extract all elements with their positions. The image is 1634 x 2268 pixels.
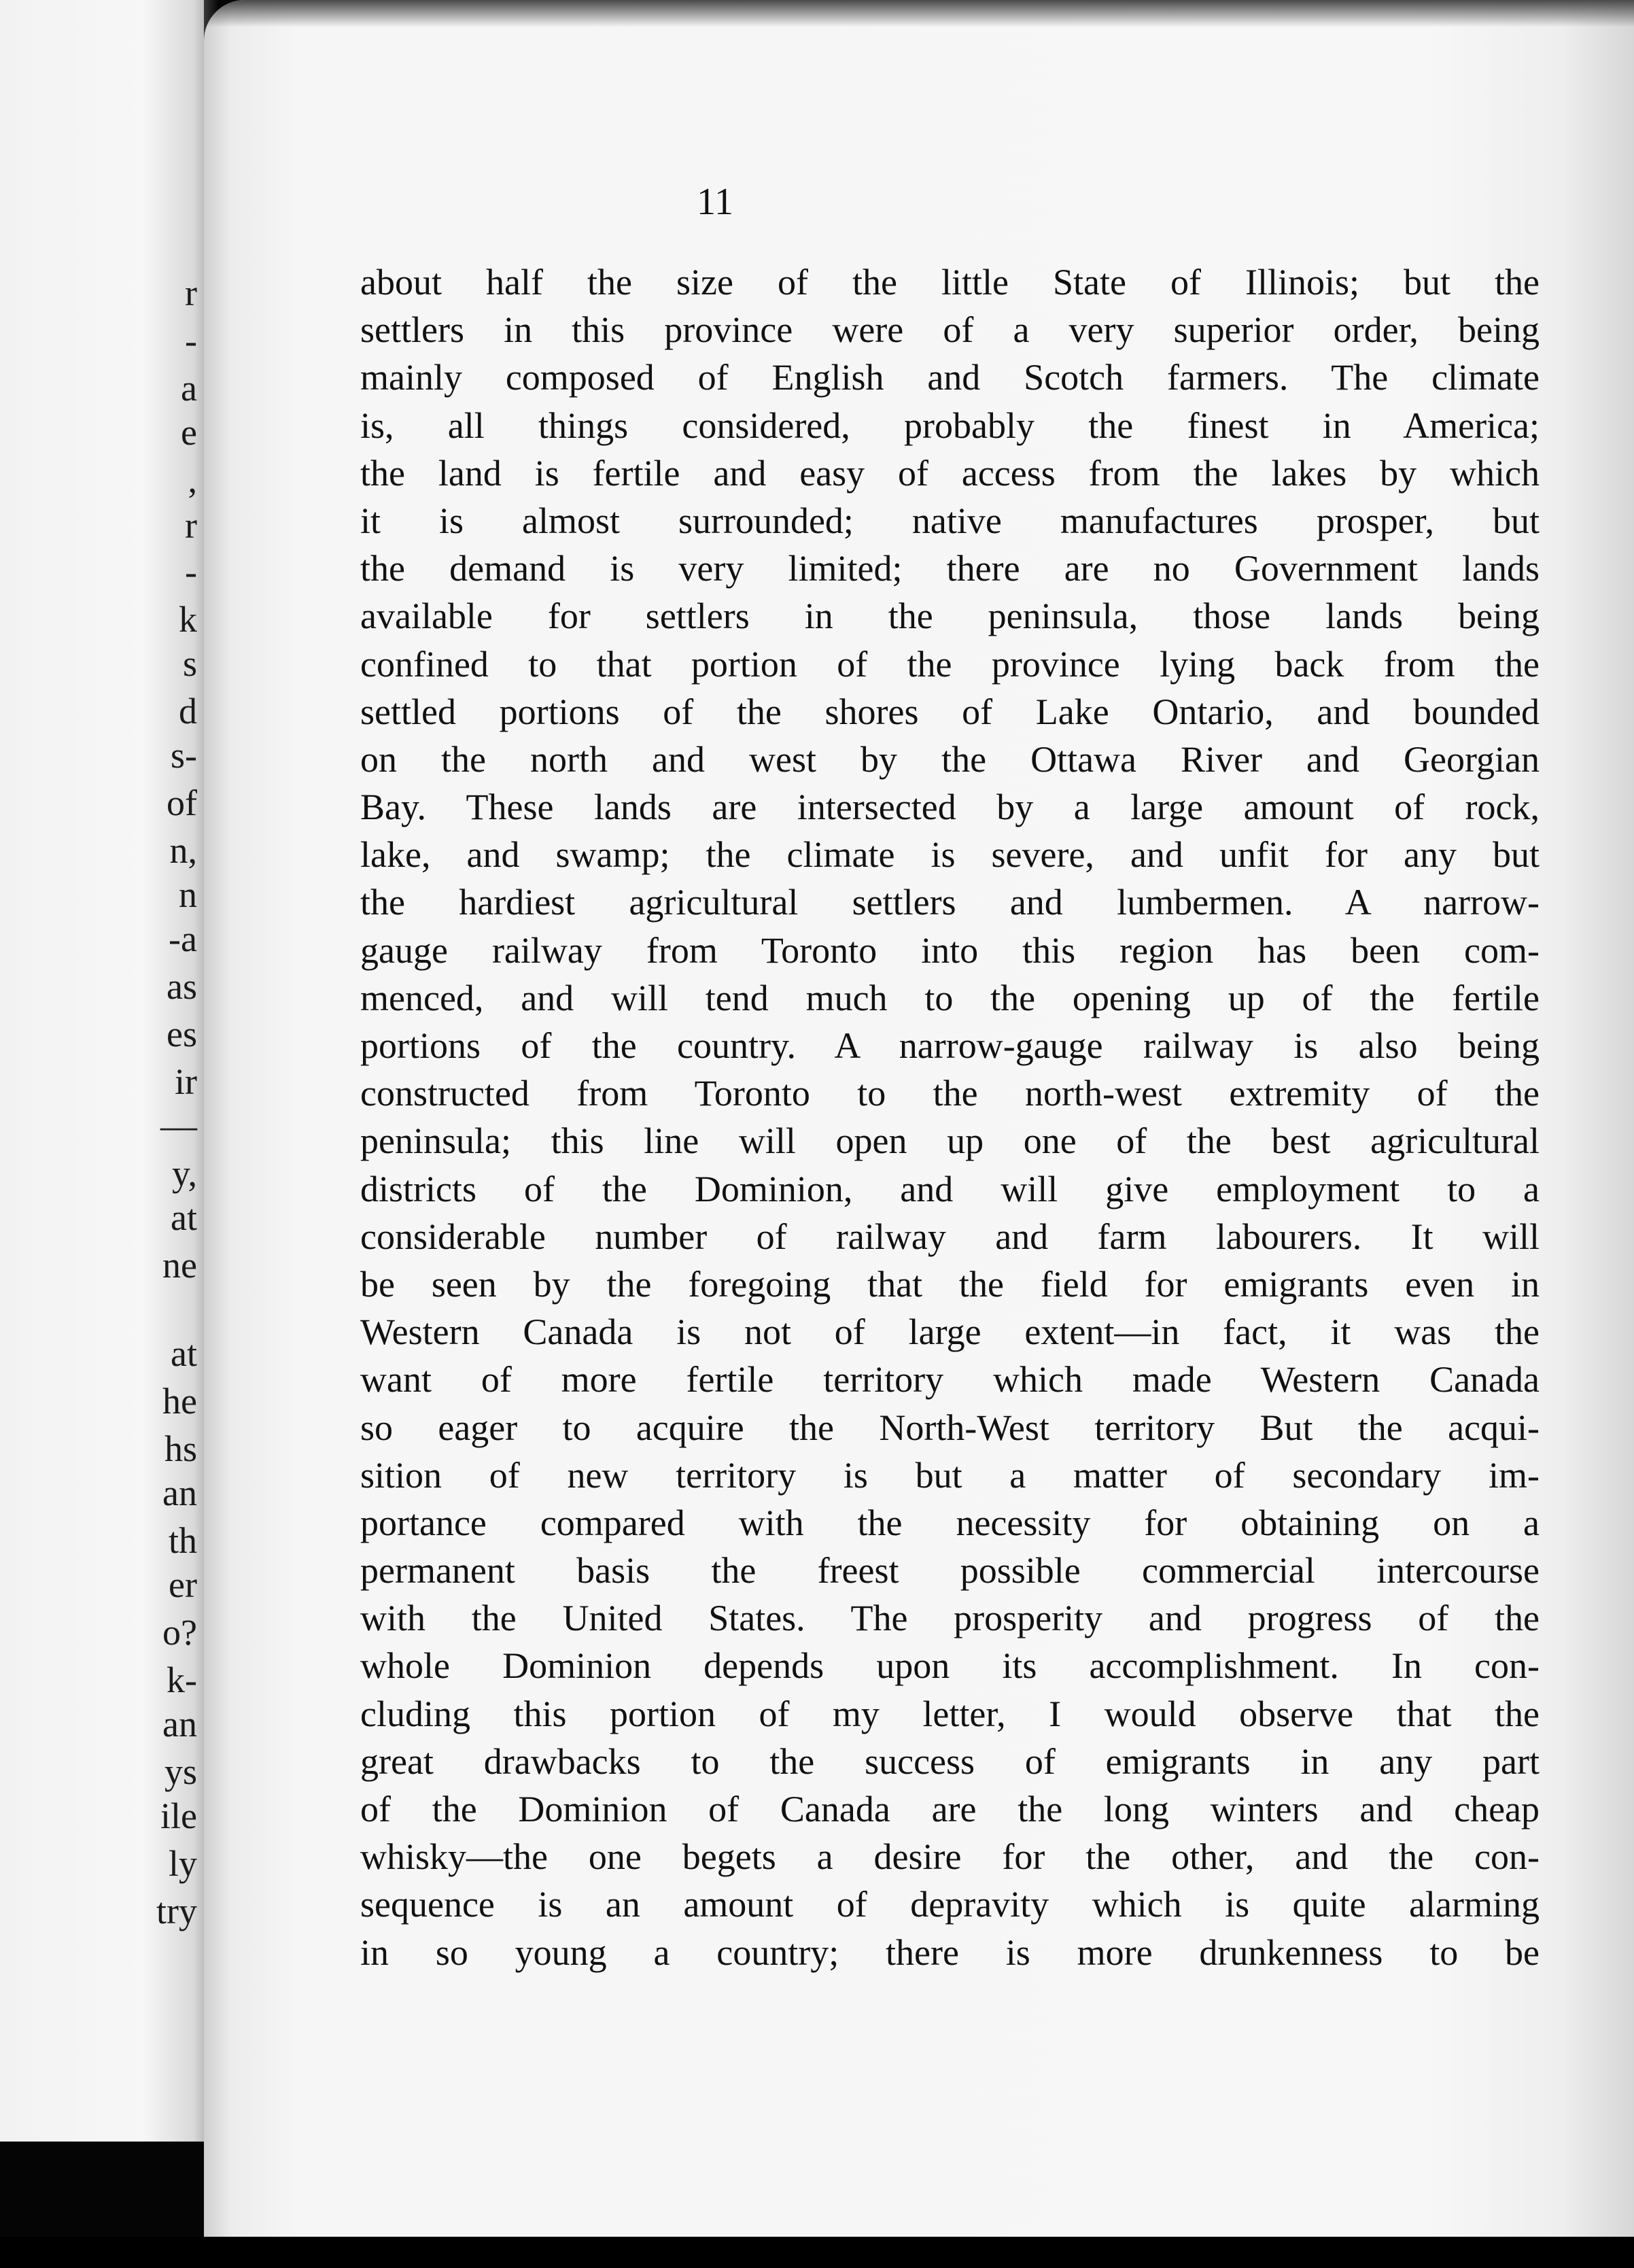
text-line: portions of the country. A narrow-gauge railway is also being bbox=[360, 1025, 1540, 1066]
text-line: is, all things considered, probably the finest in America; bbox=[360, 405, 1540, 446]
margin-fragment: try bbox=[156, 1891, 197, 1931]
margin-fragment: at bbox=[171, 1197, 197, 1238]
text-line: the hardiest agricultural settlers and lumbermen. A narrow- bbox=[360, 882, 1540, 923]
margin-fragment: d bbox=[179, 691, 197, 732]
margin-fragment: s- bbox=[171, 735, 197, 776]
margin-fragment: es bbox=[167, 1014, 197, 1054]
text-line: lake, and swamp; the climate is severe, and unfit for any but bbox=[360, 834, 1540, 876]
margin-fragment: — bbox=[160, 1105, 197, 1146]
margin-fragment: - bbox=[185, 320, 197, 361]
margin-fragment: at bbox=[171, 1333, 197, 1374]
margin-fragment: n, bbox=[169, 830, 197, 871]
page-body-text bbox=[360, 258, 1540, 1976]
margin-fragment: , bbox=[188, 460, 197, 500]
text-line: Bay. These lands are intersected by a large amount of rock, bbox=[360, 787, 1540, 828]
text-line: sition of new territory is but a matter of secondary im- bbox=[360, 1454, 1540, 1496]
margin-fragment: ys bbox=[164, 1751, 197, 1792]
margin-fragment: r bbox=[185, 273, 197, 313]
margin-fragment: r bbox=[185, 505, 197, 546]
previous-page-fragment bbox=[0, 0, 204, 2142]
text-line: cluding this portion of my letter, I would observe that the bbox=[360, 1693, 1540, 1734]
margin-fragment: e bbox=[181, 412, 197, 453]
text-line: gauge railway from Toronto into this region has been com- bbox=[360, 929, 1540, 971]
text-line: confined to that portion of the province lying back from the bbox=[360, 643, 1540, 685]
margin-fragment: ir bbox=[175, 1061, 197, 1102]
text-line: be seen by the foregoing that the field for emigrants even in bbox=[360, 1263, 1540, 1305]
text-line: the land is fertile and easy of access from the lakes by which bbox=[360, 452, 1540, 494]
margin-fragment: an bbox=[162, 1473, 197, 1513]
book-page bbox=[204, 0, 1634, 2237]
text-line: portance compared with the necessity for obtaining on a bbox=[360, 1502, 1540, 1543]
margin-fragment: s bbox=[182, 643, 197, 684]
text-line: constructed from Toronto to the north-west extremity of the bbox=[360, 1073, 1540, 1114]
text-line: whisky—the one begets a desire for the other, and the con- bbox=[360, 1836, 1540, 1878]
scan-bottom-edge bbox=[0, 2237, 1634, 2268]
text-line: the demand is very limited; there are no Government lands bbox=[360, 548, 1540, 589]
margin-fragment: as bbox=[167, 966, 197, 1007]
text-line: it is almost surrounded; native manufactures prosper, but bbox=[360, 500, 1540, 541]
text-line: with the United States. The prosperity and progress of the bbox=[360, 1598, 1540, 1639]
margin-fragment: a bbox=[181, 368, 197, 409]
text-line: menced, and will tend much to the opening up of the fertile bbox=[360, 977, 1540, 1018]
text-line: peninsula; this line will open up one of the best agricultural bbox=[360, 1120, 1540, 1162]
margin-fragment: -a bbox=[169, 918, 197, 959]
margin-fragment: k bbox=[179, 599, 197, 640]
text-line: great drawbacks to the success of emigrants in any part bbox=[360, 1740, 1540, 1782]
margin-fragment: ile bbox=[160, 1796, 197, 1836]
text-line: considerable number of railway and farm labourers. It will bbox=[360, 1216, 1540, 1257]
margin-fragment: of bbox=[167, 783, 197, 823]
margin-fragment: - bbox=[185, 551, 197, 592]
margin-fragment: ly bbox=[168, 1843, 197, 1884]
text-line: settlers in this province were of a very superior order, being bbox=[360, 309, 1540, 351]
margin-fragment: k- bbox=[167, 1660, 197, 1700]
text-line: about half the size of the little State of Illinois; but the bbox=[360, 262, 1540, 303]
text-line: sequence is an amount of depravity which is quite alarming bbox=[360, 1884, 1540, 1925]
text-line: available for settlers in the peninsula, those lands being bbox=[360, 596, 1540, 637]
text-line: Western Canada is not of large extent—in fact, it was the bbox=[360, 1311, 1540, 1353]
text-line: in so young a country; there is more drunkenness to be bbox=[360, 1931, 1540, 1973]
margin-fragment: an bbox=[162, 1704, 197, 1745]
text-line: mainly composed of English and Scotch farmers. The climate bbox=[360, 357, 1540, 398]
text-line: on the north and west by the Ottawa River and Georgian bbox=[360, 738, 1540, 780]
text-line: of the Dominion of Canada are the long winters and cheap bbox=[360, 1789, 1540, 1829]
text-line: districts of the Dominion, and will give employment to a bbox=[360, 1168, 1540, 1209]
text-line: whole Dominion depends upon its accomplishment. In con- bbox=[360, 1645, 1540, 1687]
margin-fragment: th bbox=[168, 1520, 197, 1561]
margin-fragment: ne bbox=[162, 1245, 197, 1286]
text-line: so eager to acquire the North-West territory But the acqui- bbox=[360, 1407, 1540, 1448]
text-line: permanent basis the freest possible commercial intercourse bbox=[360, 1550, 1540, 1592]
margin-fragment: er bbox=[169, 1564, 197, 1605]
margin-fragment: hs bbox=[164, 1428, 197, 1469]
text-line: want of more fertile territory which made Western Canada bbox=[360, 1359, 1540, 1401]
text-line: settled portions of the shores of Lake Ontario, and bounded bbox=[360, 691, 1540, 732]
margin-fragment: n bbox=[179, 874, 197, 915]
margin-fragment: y, bbox=[172, 1153, 197, 1194]
margin-fragment: o? bbox=[162, 1612, 197, 1653]
margin-fragment: he bbox=[162, 1381, 197, 1422]
page-number: 11 bbox=[697, 181, 733, 223]
